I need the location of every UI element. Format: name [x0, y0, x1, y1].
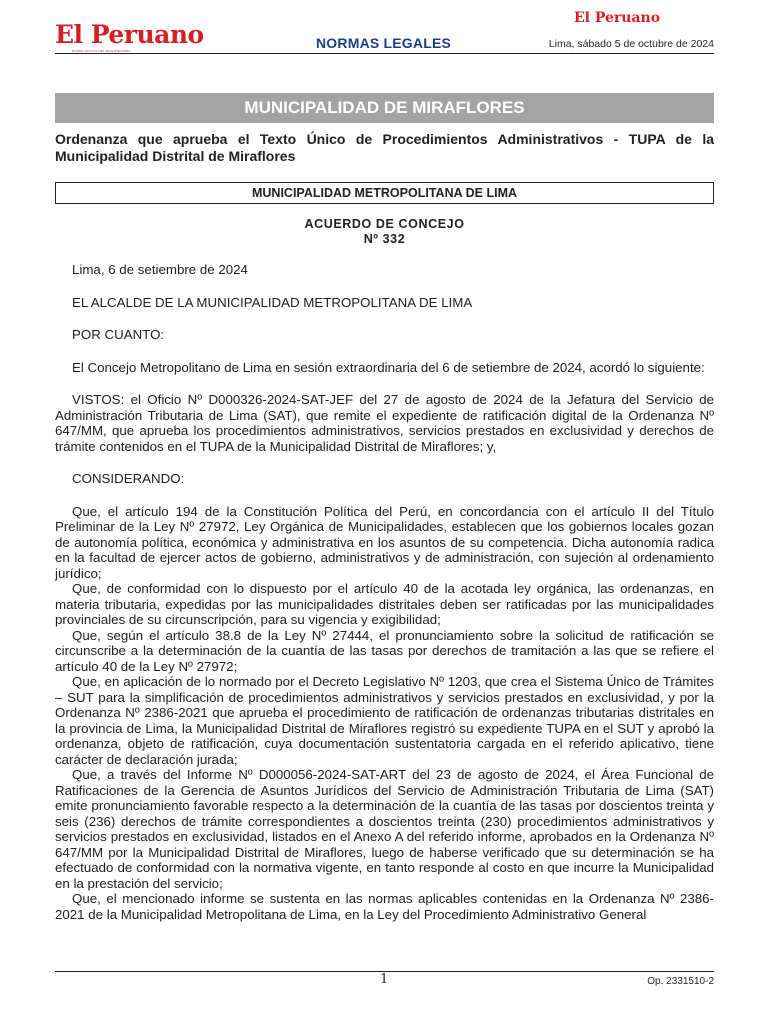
- paragraph-que-3: Que, según el artículo 38.8 de la Ley Nº 27444, el pronunciamiento sobre la solicitud de ratificación se circunscribe a la determinación de la cuantía de las tasas por derechos de tramitación a las que se refiere el artículo 40 de la Ley Nº 27972;: [55, 627, 714, 674]
- paragraph-mayor: EL ALCALDE DE LA MUNICIPALIDAD METROPOLITANA DE LIMA: [72, 294, 473, 310]
- logo-tagline: DIARIO OFICIAL DEL BICENTENARIO: [72, 49, 131, 53]
- page-header: [0, 0, 768, 60]
- agreement-heading: [55, 217, 714, 247]
- header-divider: [55, 53, 714, 54]
- agreement-title: ACUERDO DE CONCEJO: [304, 217, 465, 231]
- section-title: NORMAS LEGALES: [316, 35, 452, 51]
- page-number: 1: [380, 972, 389, 987]
- el-peruano-logo: El Peruano: [55, 20, 204, 49]
- paragraph-vistos: VISTOS: el Oficio Nº D000326-2024-SAT-JEF del 27 de agosto de 2024 de la Jefatura del Servicio de Administración Tributaria de Lima (SAT), que remite el expediente de ratificación digital de la Ordenanza Nº 647/MM, que aprueba los procedimientos administrativos, servicios prestados en exclusividad y derechos de trámite contenidos en el TUPA de la Municipalidad Distrital de Miraflores; y,: [55, 392, 714, 454]
- boxed-heading: MUNICIPALIDAD METROPOLITANA DE LIMA: [55, 182, 714, 204]
- operation-code: Op. 2331510-2: [647, 976, 714, 987]
- agreement-number: Nº 332: [363, 232, 406, 246]
- paragraph-concejo: El Concejo Metropolitano de Lima en sesión extraordinaria del 6 de setiembre de 2024, acordó lo siguiente:: [72, 359, 705, 375]
- el-peruano-small-logo: El Peruano: [574, 10, 661, 26]
- paragraph-que-1: Que, el artículo 194 de la Constitución Política del Perú, en concordancia con el artículo II del Título Preliminar de la Ley Nº 27972, Ley Orgánica de Municipalidades, establecen que los gobiernos locales gozan de autonomía política, económica y administrativa en los asuntos de su competencia. Dicha autonomía radica en la facultad de ejercer actos de gobierno, administrativos y de administración, con sujeción al ordenamiento jurídico;: [55, 503, 714, 581]
- publication-date: Lima, sábado 5 de octubre de 2024: [548, 38, 714, 50]
- institution-banner: MUNICIPALIDAD DE MIRAFLORES: [55, 93, 714, 123]
- document-body: [55, 262, 714, 922]
- document-title: Ordenanza que aprueba el Texto Único de Procedimientos Administrativos - TUPA de la Municipalidad Distrital de Miraflores: [55, 131, 714, 164]
- paragraph-que-2: Que, de conformidad con lo dispuesto por el artículo 40 de la acotada ley orgánica, las ordenanzas, en materia tributaria, expedidas por las municipalidades distritales deben ser ratificadas por las municipalidades provinciales de su circunscripción, para su vigencia y exigibilidad;: [55, 581, 714, 627]
- paragraph-que-6: Que, el mencionado informe se sustenta en las normas aplicables contenidas en la Ordenanza Nº 2386-2021 de la Municipalidad Metropolitana de Lima, en la Ley del Procedimiento Administrativo General: [55, 891, 714, 922]
- paragraph-que-5: Que, a través del Informe Nº D000056-2024-SAT-ART del 23 de agosto de 2024, el Área Funcional de Ratificaciones de la Gerencia de Asuntos Jurídicos del Servicio de Administración Tributaria de Lima (SAT) emite pronunciamiento favorable respecto a la determinación de la cuantía de las tasas por doscientos treinta y seis (236) derechos de trámite correspondientes a doscientos treinta (230) procedimientos administrativos y servicios prestados en exclusividad, listados en el Anexo A del referido informe, aprobados en la Ordenanza Nº 647/MM por la Municipalidad Distrital de Miraflores, luego de haberse verificado que su determinación se ha efectuado de conformidad con la normativa vigente, en tanto responde al costo en que incurre la Municipalidad en la prestación del servicio;: [55, 767, 714, 891]
- paragraph-que-4: Que, en aplicación de lo normado por el Decreto Legislativo Nº 1203, que crea el Sistema Único de Trámites – SUT para la simplificación de procedimientos administrativos y servicios prestados en exclusividad, y por la Ordenanza Nº 2386-2021 que aprueba el procedimiento de ratificación de ordenanzas tributarias distritales en la provincia de Lima, la Municipalidad Distrital de Miraflores registró su expediente TUPA en el SUT y aprobó la ordenanza, objeto de ratificación, cuya documentación sustentatoria cargada en el referido aplicativo, tiene carácter de declaración jurada;: [55, 674, 714, 767]
- paragraph-date: Lima, 6 de setiembre de 2024: [72, 262, 248, 277]
- paragraph-por-cuanto: POR CUANTO:: [72, 327, 165, 342]
- paragraph-considerando: CONSIDERANDO:: [72, 471, 185, 486]
